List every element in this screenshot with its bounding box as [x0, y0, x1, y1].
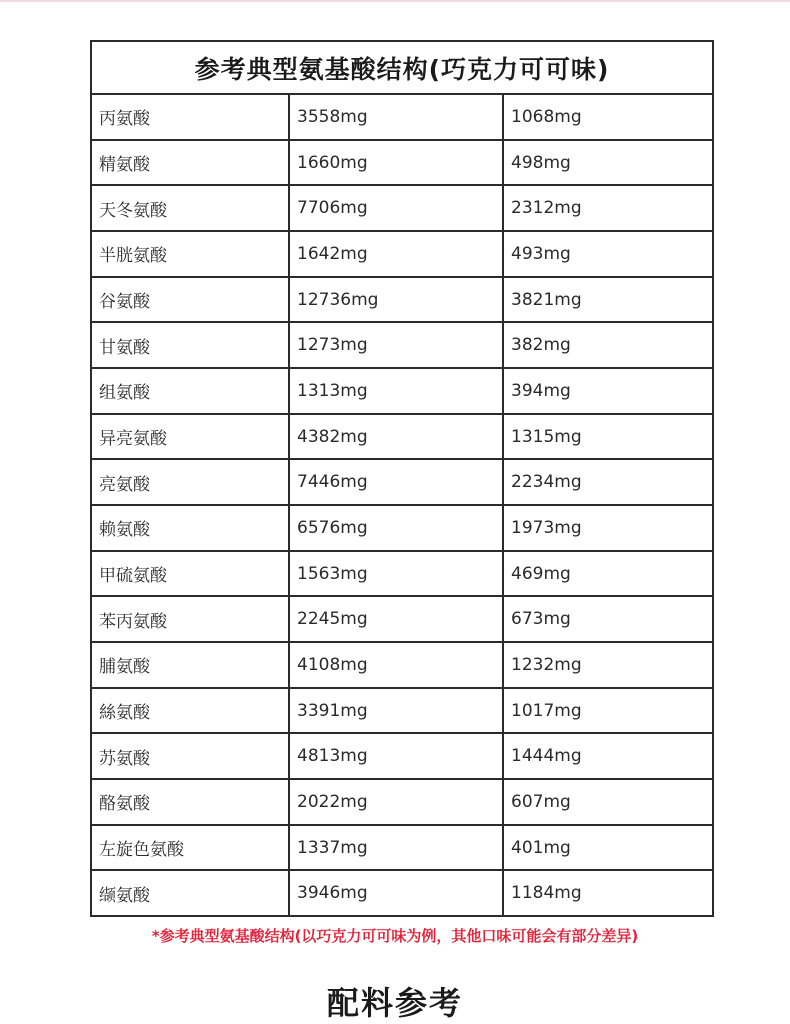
amount-cell: 1313mg	[290, 369, 504, 413]
amino-acid-name: 絲氨酸	[92, 689, 290, 733]
amount-cell: 1563mg	[290, 552, 504, 596]
amino-acid-name: 酪氨酸	[92, 780, 290, 824]
amino-acid-name: 脯氨酸	[92, 643, 290, 687]
amount-cell: 401mg	[511, 837, 571, 858]
amino-acid-name: 组氨酸	[92, 369, 290, 413]
amount-cell: 1184mg	[511, 883, 582, 904]
amount-cell: 498mg	[511, 152, 571, 173]
amount-cell: 4382mg	[290, 415, 504, 459]
amount-cell: 2234mg	[511, 472, 582, 493]
amount-cell: 673mg	[511, 609, 571, 630]
table-row	[92, 689, 712, 735]
amount-cell: 493mg	[511, 243, 571, 264]
amino-acid-name: 缬氨酸	[92, 871, 290, 915]
table-row	[92, 780, 712, 826]
amount-cell: 4108mg	[290, 643, 504, 687]
table-row	[92, 323, 712, 369]
amount-cell: 6576mg	[290, 506, 504, 550]
amino-acid-name: 半胱氨酸	[92, 232, 290, 276]
amount-cell: 469mg	[511, 563, 571, 584]
amount-cell: 4813mg	[290, 734, 504, 778]
amount-cell: 394mg	[511, 380, 571, 401]
amount-cell: 1337mg	[290, 826, 504, 870]
amount-cell: 607mg	[511, 791, 571, 812]
amino-acid-name: 谷氨酸	[92, 278, 290, 322]
amino-acid-name: 苯丙氨酸	[92, 597, 290, 641]
footnote: *参考典型氨基酸结构(以巧克力可可味为例，其他口味可能会有部分差异)	[151, 927, 639, 945]
table-row	[92, 643, 712, 689]
amino-acid-name: 异亮氨酸	[92, 415, 290, 459]
table-row	[92, 95, 712, 141]
amount-cell: 7706mg	[290, 186, 504, 230]
amino-acid-name: 精氨酸	[92, 141, 290, 185]
table-row	[92, 597, 712, 643]
amino-acid-table	[90, 40, 714, 917]
amount-cell: 2245mg	[290, 597, 504, 641]
table-row	[92, 369, 712, 415]
amino-acid-name: 甘氨酸	[92, 323, 290, 367]
table-row	[92, 186, 712, 232]
amino-acid-name: 赖氨酸	[92, 506, 290, 550]
table-row	[92, 871, 712, 915]
table-row	[92, 734, 712, 780]
amount-cell: 1232mg	[511, 654, 582, 675]
amount-cell: 1068mg	[511, 106, 582, 127]
amount-cell: 1273mg	[290, 323, 504, 367]
amount-cell: 1315mg	[511, 426, 582, 447]
amount-cell: 2022mg	[290, 780, 504, 824]
table-body	[92, 95, 712, 915]
amount-cell: 1642mg	[290, 232, 504, 276]
amount-cell: 3821mg	[511, 289, 582, 310]
amount-cell: 1017mg	[511, 700, 582, 721]
amino-acid-name: 丙氨酸	[92, 95, 290, 139]
amount-cell: 3558mg	[290, 95, 504, 139]
table-row	[92, 232, 712, 278]
amount-cell: 3946mg	[290, 871, 504, 915]
table-row	[92, 460, 712, 506]
amino-acid-name: 甲硫氨酸	[92, 552, 290, 596]
table-row	[92, 506, 712, 552]
amount-cell: 1660mg	[290, 141, 504, 185]
amount-cell: 382mg	[511, 335, 571, 356]
amount-cell: 1973mg	[511, 517, 582, 538]
amount-cell: 12736mg	[290, 278, 504, 322]
table-row	[92, 278, 712, 324]
amount-cell: 7446mg	[290, 460, 504, 504]
section-heading: 配料参考	[326, 984, 463, 1022]
amino-acid-name: 苏氨酸	[92, 734, 290, 778]
amino-acid-name: 亮氨酸	[92, 460, 290, 504]
amount-cell: 3391mg	[290, 689, 504, 733]
table-row	[92, 552, 712, 598]
amount-cell: 2312mg	[511, 198, 582, 219]
amino-acid-name: 天冬氨酸	[92, 186, 290, 230]
table-row	[92, 415, 712, 461]
amount-cell: 1444mg	[511, 746, 582, 767]
table-row	[92, 141, 712, 187]
top-divider	[0, 0, 790, 2]
table-title: 参考典型氨基酸结构(巧克力可可味)	[92, 42, 712, 95]
table-row	[92, 826, 712, 872]
amino-acid-name: 左旋色氨酸	[92, 826, 290, 870]
